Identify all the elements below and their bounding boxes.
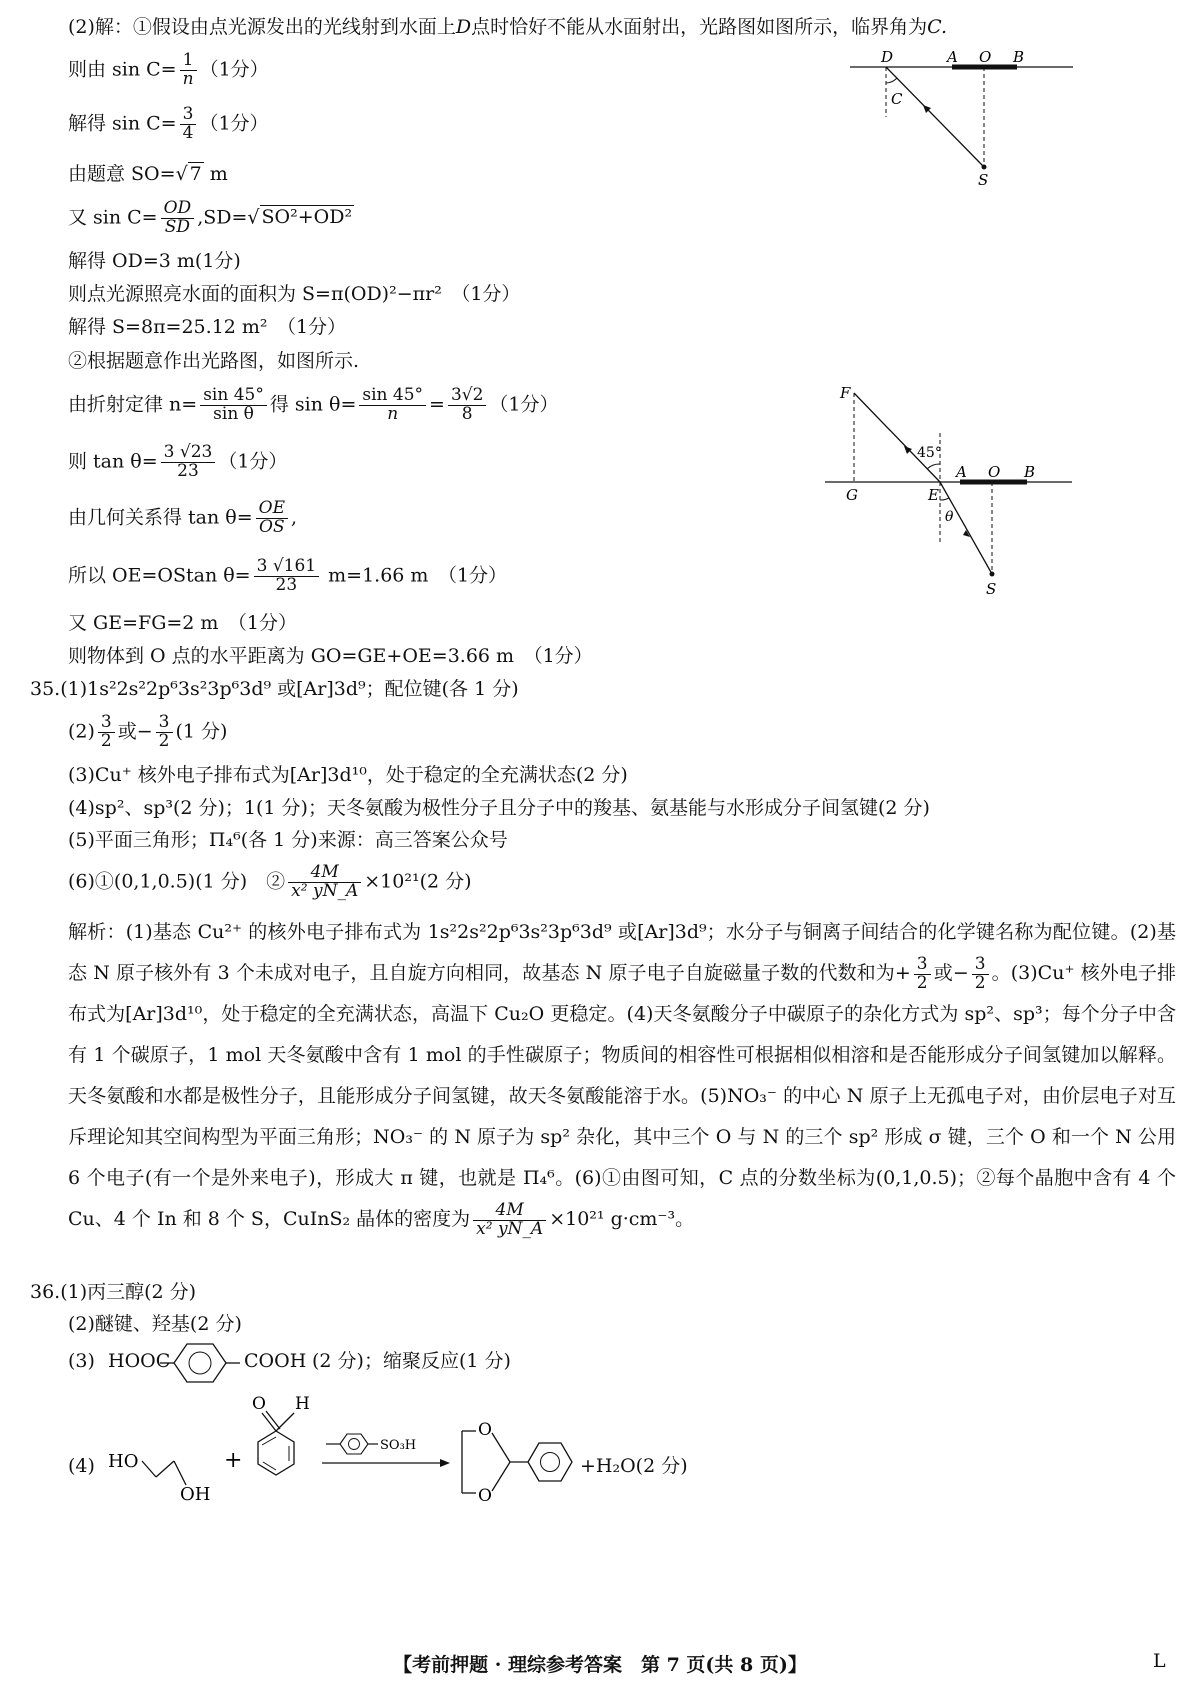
physics-line-9: 由折射定律 n= $\frac{\sin 45^\circ}{\text{sin θ}}$ 得 sin θ= $\frac{\sin 45^\circ}{n}$ = $\frac{3√2}{8}$ （1分）: [68, 385, 559, 424]
plus-sign: +: [224, 1448, 243, 1473]
aldehyde-o: O: [252, 1394, 266, 1414]
q35-answer-3: (3)Cu⁺ 核外电子排布式为[Ar]3d¹⁰，处于稳定的全充满状态(2 分): [68, 764, 628, 786]
physics-line-4: 又 sin C= $\frac{OD}{SD}$ ,SD=√ SO²+OD²: [68, 198, 353, 237]
physics-line-6: 则点光源照亮水面的面积为 S=π(OD)²−πr² （1分）: [68, 283, 521, 305]
fig1-label-S: S: [978, 171, 989, 189]
q35-answer-1: 35.(1)1s²2s²2p⁶3s²3p⁶3d⁹ 或[Ar]3d⁹；配位键(各 1 分): [30, 678, 519, 700]
q36-answer-3-score: (2 分)；缩聚反应(1 分): [312, 1350, 511, 1372]
physics-line-12: 所以 OE=OStan θ= $\frac{3 √161}{23}$ m=1.66 m （1分）: [68, 556, 508, 595]
fig2-label-angle: 45°: [917, 445, 942, 461]
light-path-diagram-2: [820, 378, 1080, 603]
q35-answer-5: (5)平面三角形；Π₄⁶(各 1 分)来源：高三答案公众号: [68, 829, 508, 851]
fig2-label-B: B: [1024, 463, 1036, 481]
glycol-oh: OH: [180, 1484, 211, 1505]
physics-line-2: 解得 sin C= $\frac{3}{4}$ （1分）: [68, 104, 269, 143]
physics-line-13: 又 GE=FG=2 m （1分）: [68, 612, 298, 634]
fig2-label-A: A: [956, 463, 967, 481]
physics-line-8: ②根据题意作出光路图，如图所示.: [68, 350, 360, 372]
benzene-ring-structure: [160, 1340, 240, 1386]
page-corner-mark: L: [1153, 1650, 1166, 1672]
q36-answer-4-label: (4): [68, 1455, 95, 1477]
q35-answer-4: (4)sp²、sp³(2 分)；1(1 分)；天冬氨酸为极性分子且分子中的羧基、氨基能与水形成分子间氢键(2 分): [68, 797, 930, 819]
terephthalic-acid-right: COOH: [244, 1350, 307, 1372]
q35-answer-2: (2) $\frac{3}{2}$ 或− $\frac{3}{2}$ (1 分): [68, 712, 228, 751]
page-footer: 【考前押题 · 理综参考答案 第 7 页(共 8 页)】: [393, 1654, 807, 1676]
q36-answer-4-product: +H₂O(2 分): [580, 1455, 688, 1477]
physics-line-7: 解得 S=8π=25.12 m² （1分）: [68, 316, 347, 338]
physics-line-10: 则 tan θ= $\frac{3 √23}{23}$ （1分）: [68, 442, 288, 481]
terephthalic-acid-left: HOOC: [108, 1350, 171, 1372]
light-path-diagram-1: [845, 42, 1080, 192]
dioxolane-o-top: O: [478, 1420, 492, 1440]
physics-line-1: 则由 sin C= $\frac{1}{n}$ （1分）: [68, 50, 269, 89]
fig1-label-C: C: [891, 90, 903, 108]
q36-answer-2: (2)醚键、羟基(2 分): [68, 1313, 242, 1335]
catalyst-label: SO₃H: [380, 1438, 417, 1453]
fig1-label-O: O: [979, 48, 992, 66]
physics-line-11: 由几何关系得 tan θ= $\frac{OE}{OS}$ ,: [68, 498, 298, 537]
q36-answer-3: (3): [68, 1350, 95, 1372]
fig1-label-B: B: [1013, 48, 1025, 66]
acetal-reaction-scheme: [100, 1385, 720, 1515]
q35-answer-6: (6)①(0,1,0.5)(1 分) ② $\frac{4M}{\text{x² yN\_A}}$ ×10²¹(2 分): [68, 862, 472, 901]
fig2-label-theta: θ: [945, 509, 954, 525]
q35-analysis: 解析：(1)基态 Cu²⁺ 的核外电子排布式为 1s²2s²2p⁶3s²3p⁶3d⁹ 或[Ar]3d⁹；水分子与铜离子间结合的化学键名称为配位键。(2)基态 N 原子核外有 3 个未成对电子，且自旋方向相同，故基态 N 原子电子自旋磁量子数的代数和为+ $\frac{3}{2}$ 或− $\frac{3}{2}$ 。(3)Cu⁺ 核外电子排布式为[Ar]3d¹⁰，处于稳定的全充满状态，高温下 Cu₂O 更稳定。(4)天冬氨酸分子中碳原子的杂化方式为 sp²、sp³；每个分子中含有 1 个碳原子，1 mol 天冬氨酸中含有 1 mol 的手性碳原子；物质间的相容性可根据相似相溶和是否能形成分子间氢键加以解释。天冬氨酸和水都是极性分子，且能形成分子间氢键，故天冬氨酸能溶于水。(5)NO₃⁻ 的中心 N 原子上无孤电子对，由价层电子对互斥理论知其空间构型为平面三角形；NO₃⁻ 的 N 原子为 sp² 杂化，其中三个 O 与 N 的三个 sp² 形成 σ 键，三个 O 和一个 N 公用 6 个电子(有一个是外来电子)，形成大 π 键，也就是 Π₄⁶。(6)①由图可知，C 点的分数坐标为(0,1,0.5)；②每个晶胞中含有 4 个 Cu、4 个 In 和 8 个 S，CuInS₂ 晶体的密度为 $\frac{4M}{\text{x² yN\_A}}$ ×10²¹ g·cm⁻³。: [68, 921, 1177, 1239]
fig2-label-S: S: [986, 580, 997, 598]
q36-answer-1: 36.(1)丙三醇(2 分): [30, 1281, 197, 1303]
glycol-ho: HO: [108, 1451, 139, 1472]
fig2-label-E: E: [928, 486, 939, 504]
physics-intro: (2)解：①假设由点光源发出的光线射到水面上D点时恰好不能从水面射出，光路图如图所示，临界角为C.: [68, 16, 948, 38]
fig2-label-O: O: [988, 463, 1001, 481]
physics-line-5: 解得 OD=3 m(1分): [68, 250, 241, 272]
fig2-label-F: F: [840, 384, 851, 402]
aldehyde-h: H: [295, 1394, 310, 1414]
dioxolane-o-bottom: O: [478, 1486, 492, 1506]
fig1-label-D: D: [881, 48, 894, 66]
physics-line-14: 则物体到 O 点的水平距离为 GO=GE+OE=3.66 m （1分）: [68, 645, 593, 667]
fig1-label-A: A: [947, 48, 958, 66]
fig2-label-G: G: [846, 486, 858, 504]
physics-line-3: 由题意 SO=√ 7 m: [68, 163, 228, 185]
